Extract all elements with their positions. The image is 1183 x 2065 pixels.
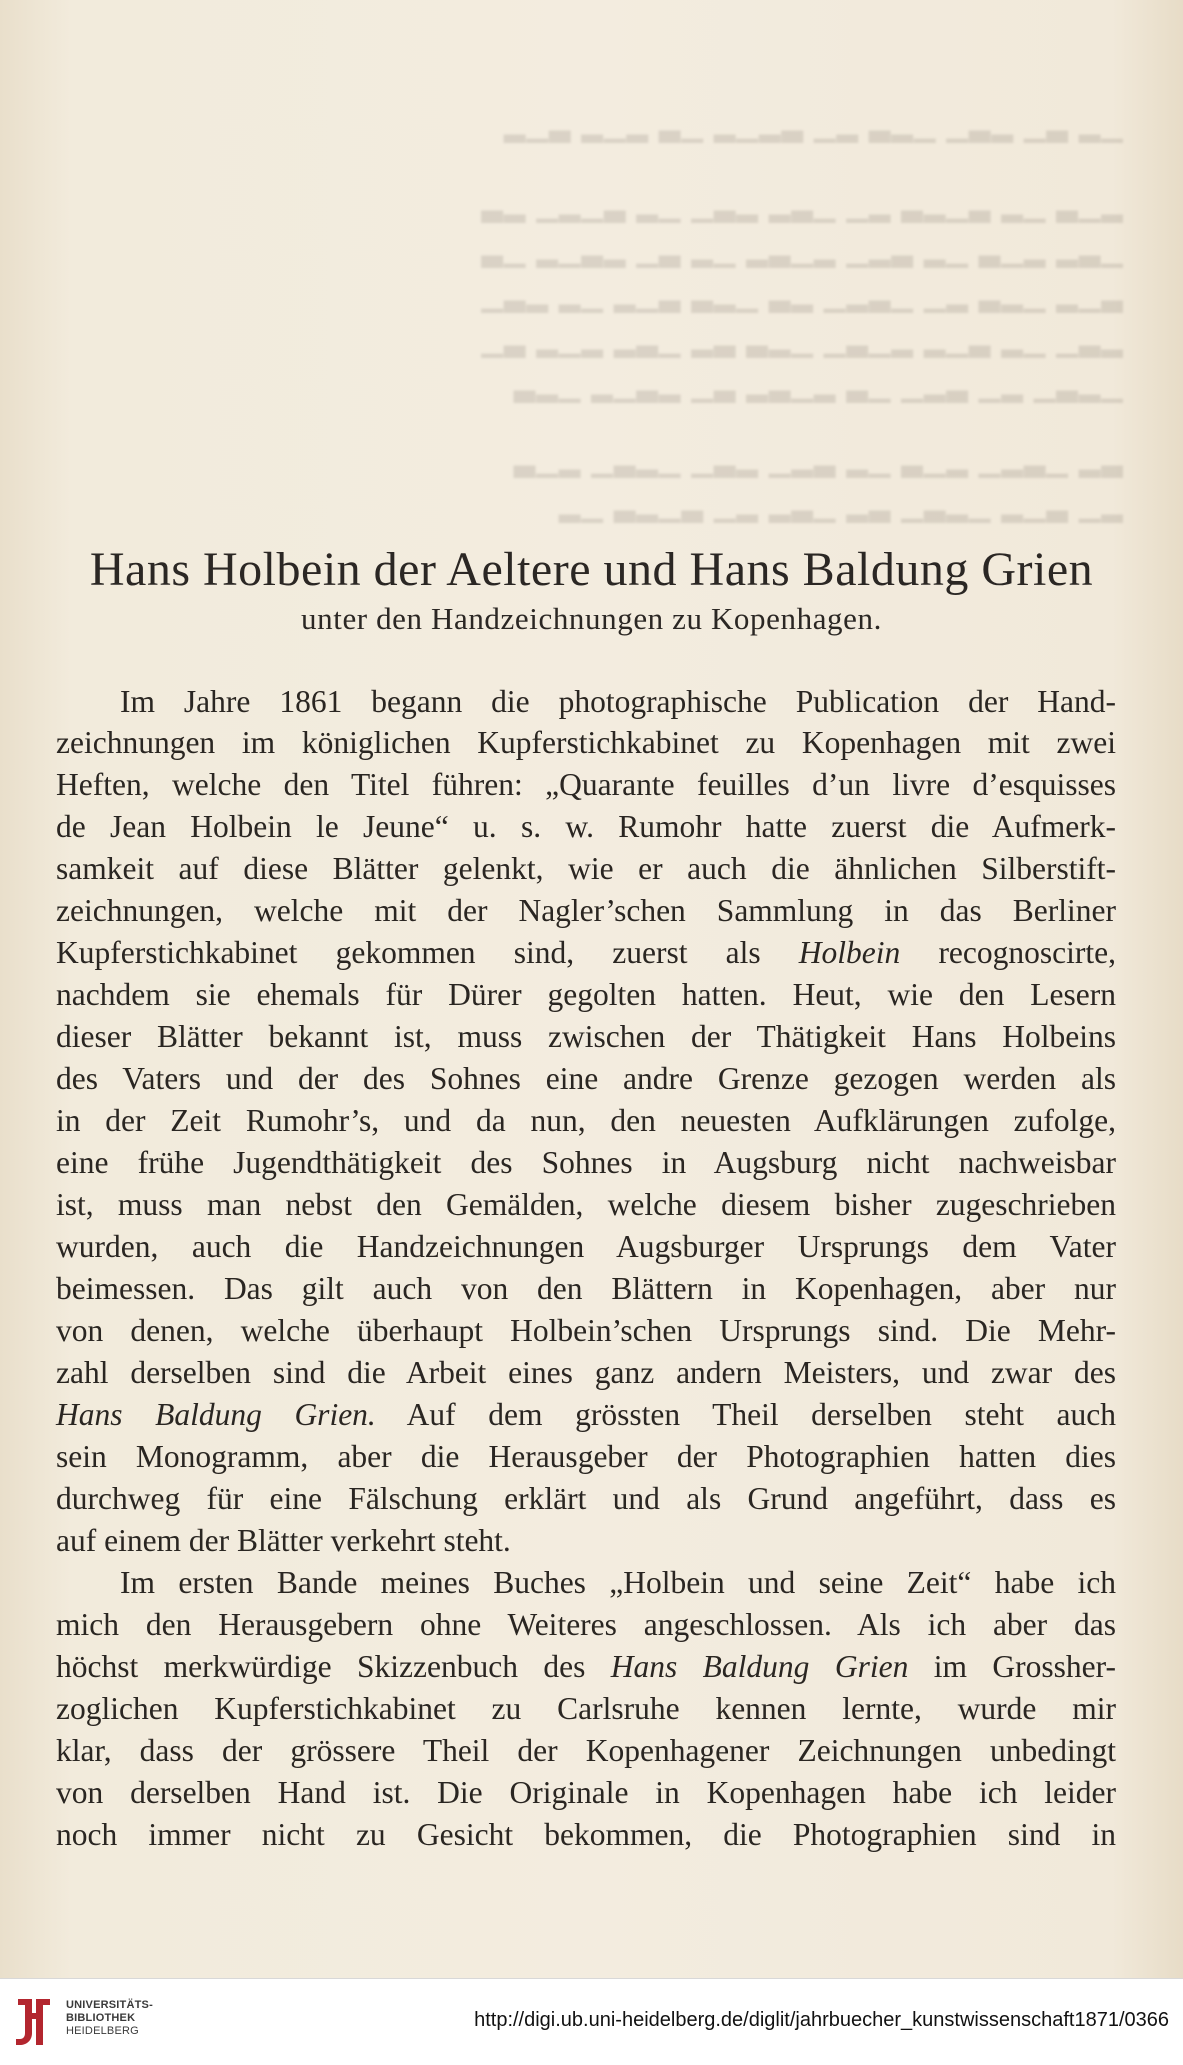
text-line: auf einem der Blätter verkehrt steht. [56, 1523, 511, 1558]
text-line: von denen, welche überhaupt Holbein’schen Ursprungs sind. Die Mehr- [56, 1313, 1116, 1348]
text-line: zeichnungen, welche mit der Nagler’schen Sammlung in das Berliner [56, 893, 1116, 928]
text-line: wurden, auch die Handzeichnungen Augsburger Ursprungs dem Vater [56, 1229, 1116, 1264]
italic-name: Hans Baldung Grien. [56, 1397, 376, 1432]
text-line: ist, muss man nebst den Gemälden, welche diesem bisher zugeschrieben [56, 1187, 1116, 1222]
text-line: dieser Blätter bekannt ist, muss zwischen der Thätigkeit Hans Holbeins [56, 1019, 1116, 1054]
text-line: zahl derselben sind die Arbeit eines ganz andern Meisters, und zwar des [56, 1355, 1116, 1390]
text-line: eine frühe Jugendthätigkeit des Sohnes in Augsburg nicht nachweisbar [56, 1145, 1116, 1180]
text-line: Heften, welche den Titel führen: „Quarante feuilles d’un livre d’esquisses [56, 767, 1116, 802]
text-line: zoglichen Kupferstichkabinet zu Carlsruhe kennen lernte, wurde mir [56, 1691, 1116, 1726]
text-line: durchweg für eine Fälschung erklärt und als Grund angeführt, dass es [56, 1481, 1116, 1516]
digitization-footer [0, 1978, 1183, 2065]
text-line: des Vaters und der des Sohnes eine andre Grenze gezogen werden als [56, 1061, 1116, 1096]
text-line: in der Zeit Rumohr’s, und da nun, den neuesten Aufklärungen zufolge, [56, 1103, 1116, 1138]
university-library-logo-icon [10, 1993, 58, 2051]
text-line: höchst merkwürdige Skizzenbuch des Hans Baldung Grien im Grossher- [56, 1649, 1116, 1684]
article-subtitle: unter den Handzeichnungen zu Kopenhagen. [301, 601, 882, 636]
text-line: nachdem sie ehemals für Dürer gegolten hatten. Heut, wie den Lesern [56, 977, 1116, 1012]
text-line: Hans Baldung Grien. Auf dem grössten Theil derselben steht auch [56, 1397, 1116, 1432]
italic-name: Holbein [798, 935, 901, 970]
text-line: noch immer nicht zu Gesicht bekommen, die Photographien sind in [56, 1817, 1116, 1852]
text-line: sein Monogramm, aber die Herausgeber der Photographien hatten dies [56, 1439, 1116, 1474]
text-line: zeichnungen im königlichen Kupferstichkabinet zu Kopenhagen mit zwei [56, 725, 1116, 760]
text-line: Im Jahre 1861 begann die photographische Publication der Hand- [120, 684, 1116, 719]
text-line: Im ersten Bande meines Buches „Holbein und seine Zeit“ habe ich [120, 1565, 1116, 1600]
article-title: Hans Holbein der Aeltere und Hans Baldung Grien [89, 543, 1094, 596]
text-line: de Jean Holbein le Jeune“ u. s. w. Rumohr hatte zuerst die Aufmerk- [56, 809, 1116, 844]
text-line: mich den Herausgebern ohne Weiteres angeschlossen. Als ich aber das [56, 1607, 1116, 1642]
text-line: Kupferstichkabinet gekommen sind, zuerst als Holbein recognoscirte, [56, 935, 1116, 970]
text-line: von derselben Hand ist. Die Originale in Kopenhagen habe ich leider [56, 1775, 1116, 1810]
permalink-url[interactable]: http://digi.ub.uni-heidelberg.de/diglit/jahrbuecher_kunstwissenschaft1871/0366 [474, 2009, 1169, 2031]
italic-name: Hans Baldung Grien [610, 1649, 909, 1684]
text-line: beimessen. Das gilt auch von den Blättern in Kopenhagen, aber nur [56, 1271, 1116, 1306]
show-through-text: ▁▂ ▃▁ ▂▃▁ ▁▂▃ ▂▁ ▃▂▁▂ ▁▃ ▂▁▂ ▃▁▂ ▂▁▃ ▁▂ ▃▁▂▃ ▂▁ ▁▃▂ ▂▃▁ ▁▂ ▃▁▂▁ ▂▃ ▁▃▂ ▂▁▃ ▁▂ ▃▂▁ ▂▁▃▂ ▁▂ ▃▁ ▂▃▁▂ ▁▃ ▃▁▂ ▁▂▃ ▂▁ ▁▃▂▁ ▂▃ ▁▂▃ ▃▁▂ ▁▂ ▂▃▁ ▂▃▁ ▁▂ ▃▁▂ ▂▁▃▁ ▁▂▃ ▃▂ ▁▃▂ ▂▁▂ ▃▁ ▁▂▃▁ ▂▁ ▃▂▁ ▁▃ ▂▁▃▂ ▃▁ ▂▃▁▂ ▁▂▃ ▃▂ ▁▃▂▁ ▂▁▃ ▁▂ ▃▂▁ ▂▃▁ ▁▂▃▁ ▂▁▃ ▂▁ ▃▁▂ ▁▂▃▁ ▃▂ ▁▃▂ ▂▁ ▃▁▂▃ ▁▂ [480, 110, 1123, 523]
library-name: UNIVERSITÄTS- BIBLIOTHEK HEIDELBERG [66, 1999, 153, 2037]
text-line: klar, dass der grössere Theil der Kopenhagener Zeichnungen unbedingt [56, 1733, 1116, 1768]
text-line: samkeit auf diese Blätter gelenkt, wie er auch die ähnlichen Silberstift- [56, 851, 1116, 886]
